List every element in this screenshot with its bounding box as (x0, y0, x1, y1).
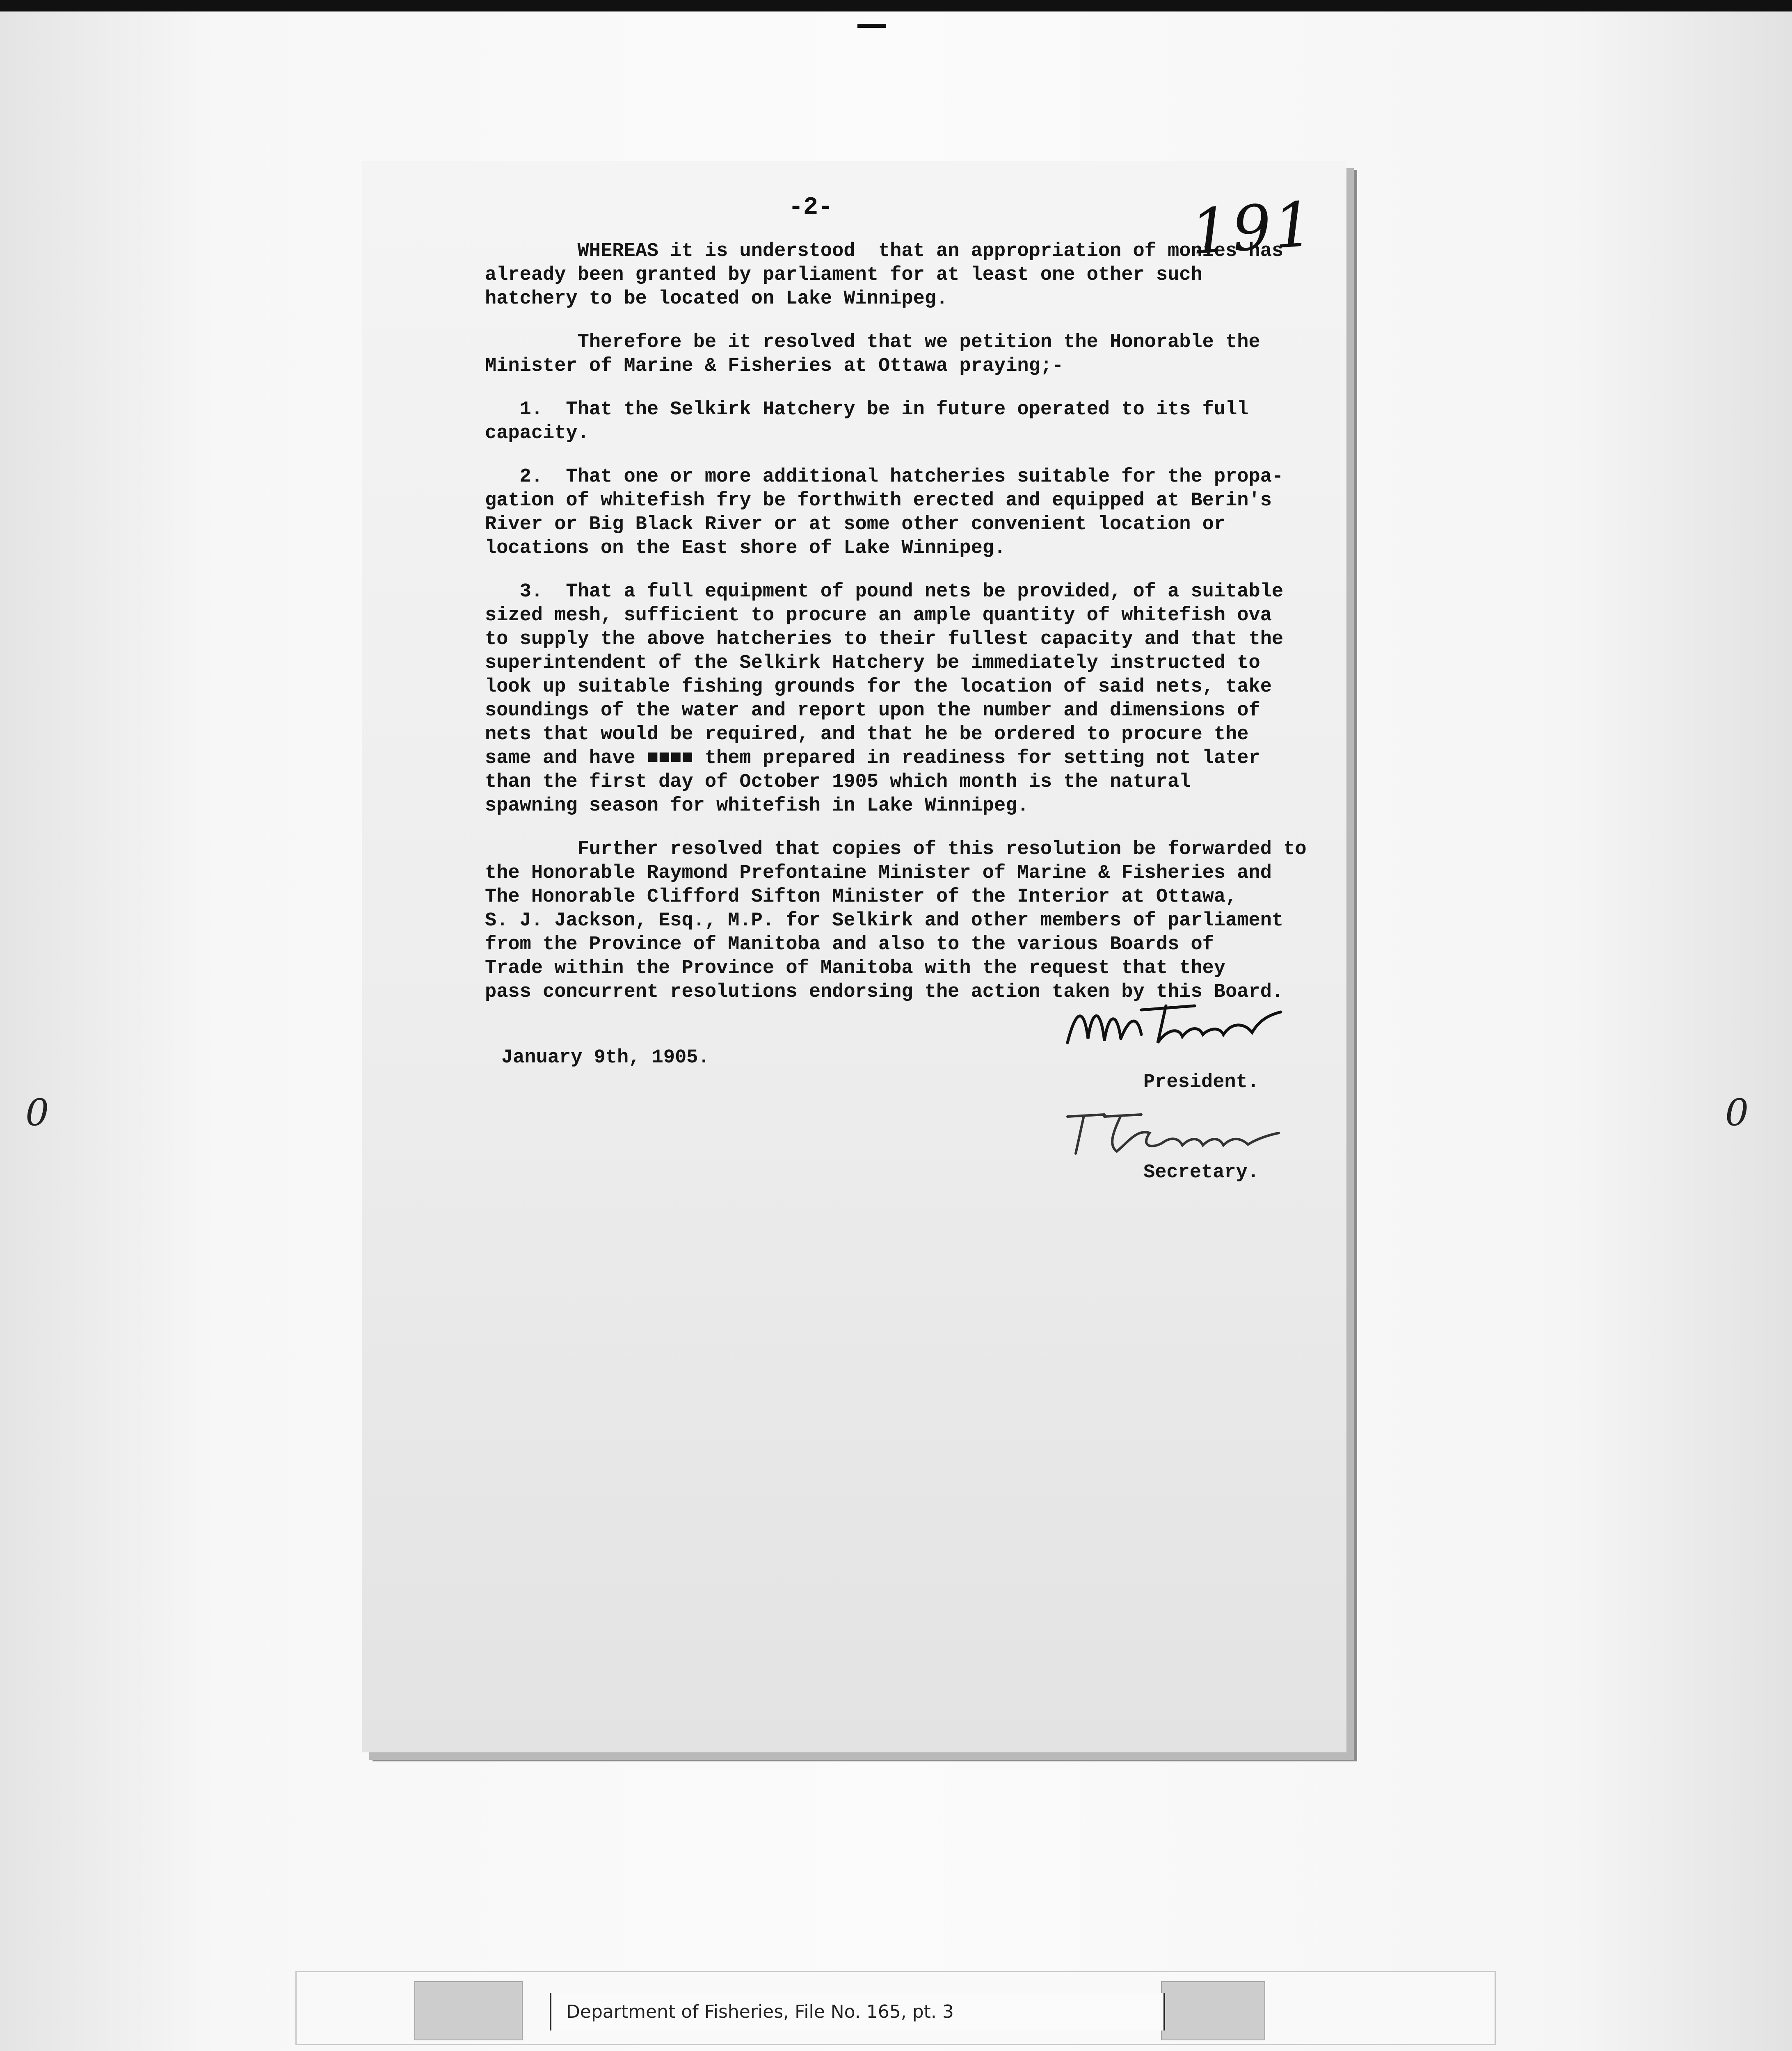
paragraph-therefore: Therefore be it resolved that we petition the Honorable the Minister of Marine & Fisheries at Ottawa praying;- (485, 331, 1260, 377)
tape-right (1161, 1981, 1265, 2040)
handwritten-folio-number: 191 (1188, 188, 1318, 269)
top-edge-mark (857, 24, 886, 28)
paragraph-whereas: WHEREAS it is understood that an appropriation of monies has already been granted by parliament for at least one other such hatchery to be located on Lake Winnipeg. (485, 240, 1284, 310)
president-title: President. (1143, 1071, 1259, 1093)
president-signature (1059, 994, 1289, 1055)
letter-date: January 9th, 1905. (501, 1047, 710, 1069)
typed-letter-page (362, 161, 1346, 1752)
left-margin-mark: 0 (25, 1091, 49, 1134)
letter-body (485, 240, 1346, 1024)
paragraph-item-3: 3. That a full equipment of pound nets be provided, of a suitable sized mesh, sufficient to procure an ample quantity of whitefish ova to supply the above hatcheries to their fullest capacity and that the superintendent of the Selkirk Hatchery be immediately instructed to look up suitable fishing grounds for the location of said nets, take soundings of the water and report upon the number and dimensions of nets that would be required, and that he be ordered to procure the same and have ■■■■ them prepared in readiness for setting not later than the first day of October 1905 which month is the natural spawning season for whitefish in Lake Winnipeg. (485, 581, 1284, 817)
file-reference: Department of Fisheries, File No. 165, pt. 3 (550, 1993, 1165, 2030)
paragraph-item-2: 2. That one or more additional hatcheries suitable for the propa- gation of whitefish fry be forthwith erected and equipped at Berin's River or Big Black River or at some other convenient location or locations on the East shore of Lake Winnipeg. (485, 466, 1284, 559)
secretary-title: Secretary. (1143, 1162, 1259, 1183)
paragraph-further-resolved: Further resolved that copies of this resolution be forwarded to the Honorable Raymond Prefontaine Minister of Marine & Fisheries and The Honorable Clifford Sifton Minister of the Interior at Ottawa, S. J. Jackson, Esq., M.P. for Selkirk and other members of parliament from the Province of Manitoba and also to the various Boards of Trade within the Province of Manitoba with the request that they pass concurrent resolutions endorsing the action taken by this Board. (485, 838, 1307, 1003)
tape-left (414, 1981, 523, 2040)
right-margin-mark: 0 (1725, 1091, 1749, 1134)
page-number: -2- (789, 194, 833, 222)
secretary-signature (1055, 1104, 1285, 1162)
paragraph-item-1: 1. That the Selkirk Hatchery be in future operated to its full capacity. (485, 399, 1249, 444)
